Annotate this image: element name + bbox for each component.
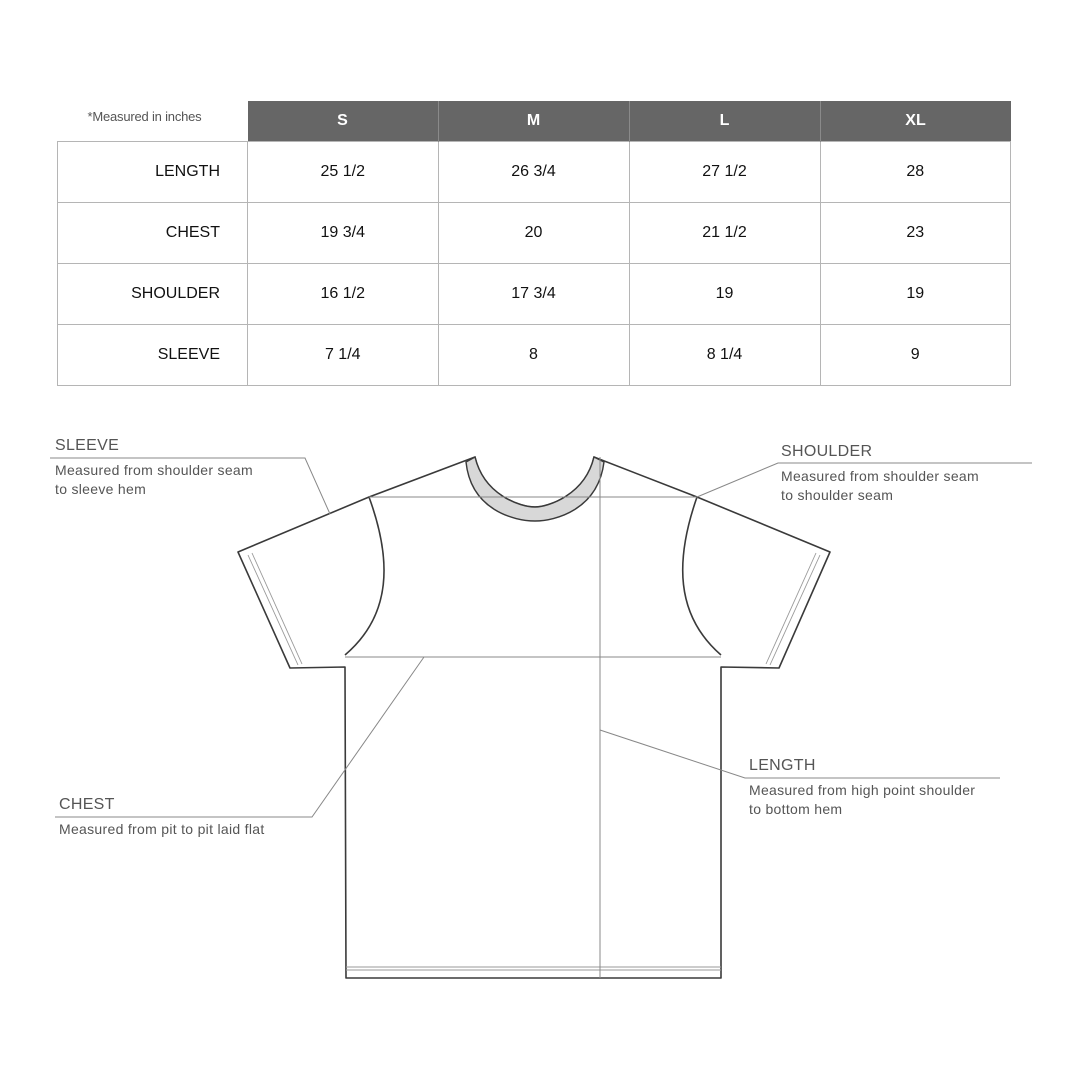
table-cell: 26 3/4 [438,142,629,203]
length-callout [749,757,975,819]
stitch-lines [248,553,820,970]
length-callout-description: Measured from high point shoulder to bottom hem [749,782,976,817]
tshirt-body-outline [238,457,830,978]
left-armhole-seam [345,497,384,655]
table-cell: 23 [820,203,1011,264]
row-label: SHOULDER [58,264,248,325]
shoulder-callout-description: Measured from shoulder seam to shoulder seam [781,468,979,503]
chest-callout-description: Measured from pit to pit laid flat [59,821,265,837]
table-cell: 19 [820,264,1011,325]
chest-callout-title: CHEST [59,796,115,813]
shoulder-callout-title: SHOULDER [781,443,873,460]
table-cell: 27 1/2 [629,142,820,203]
right-sleeve-hem-stitch [770,555,820,665]
measurement-unit-note: *Measured in inches [58,101,248,142]
left-sleeve-hem-stitch [248,555,298,665]
table-cell: 21 1/2 [629,203,820,264]
table-cell: 9 [820,325,1011,386]
collar-band [466,457,604,521]
sleeve-callout [55,437,253,499]
size-header-s: S [248,101,439,142]
table-cell: 28 [820,142,1011,203]
right-sleeve-hem-stitch [766,553,816,664]
table-cell: 17 3/4 [438,264,629,325]
size-header-l: L [629,101,820,142]
row-label: SLEEVE [58,325,248,386]
row-label: CHEST [58,203,248,264]
size-header-xl: XL [820,101,1011,142]
table-cell: 19 3/4 [248,203,439,264]
left-sleeve-hem-stitch [252,553,302,664]
sleeve-callout-title: SLEEVE [55,437,120,454]
table-cell: 16 1/2 [248,264,439,325]
table-cell: 8 [438,325,629,386]
measurement-lines [345,457,721,978]
size-header-m: M [438,101,629,142]
table-cell: 20 [438,203,629,264]
chest-leader-line [55,657,424,817]
sleeve-callout-description: Measured from shoulder seam to sleeve hem [55,462,253,497]
tshirt-outline [238,457,830,978]
length-callout-title: LENGTH [749,757,816,774]
table-cell: 8 1/4 [629,325,820,386]
right-armhole-seam [683,497,721,655]
row-label: LENGTH [58,142,248,203]
chest-callout [59,796,265,839]
shoulder-callout [781,443,979,505]
table-cell: 7 1/4 [248,325,439,386]
table-cell: 19 [629,264,820,325]
table-cell: 25 1/2 [248,142,439,203]
